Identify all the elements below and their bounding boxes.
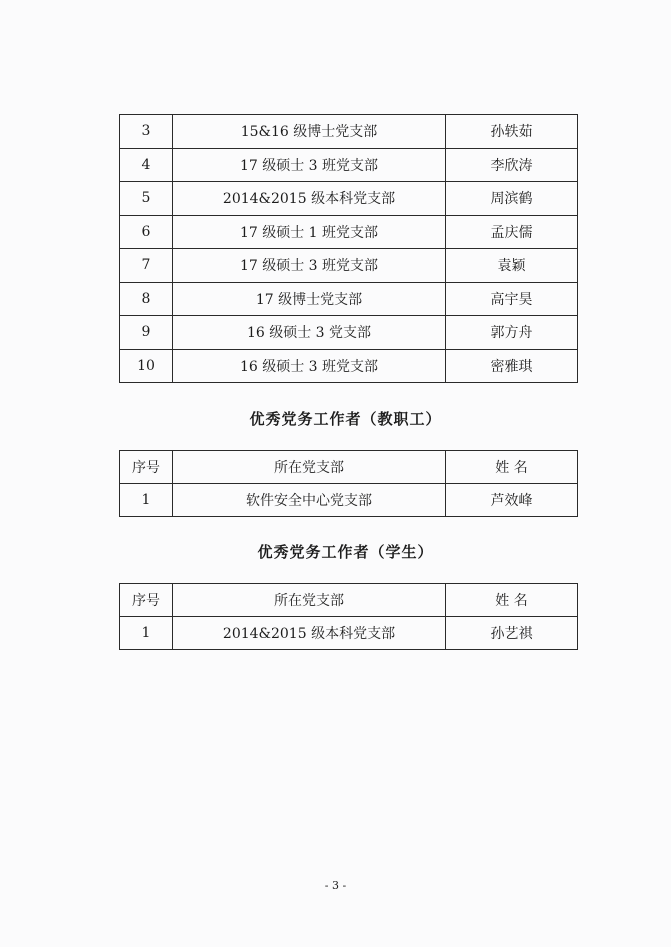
party-branch: 软件安全中心党支部 [173, 484, 446, 517]
table-row [120, 215, 578, 249]
table-row [120, 249, 578, 283]
person-name: 李欣涛 [446, 148, 578, 182]
column-header-branch: 所在党支部 [173, 451, 446, 484]
person-name: 周滨鹤 [446, 182, 578, 216]
table-row [120, 182, 578, 216]
table-header-row [120, 584, 578, 617]
row-number: 10 [120, 349, 173, 383]
row-number: 4 [120, 148, 173, 182]
table-row [120, 115, 578, 149]
column-header-name: 姓 名 [446, 451, 578, 484]
staff-award-table [119, 450, 578, 517]
column-header-number: 序号 [120, 451, 173, 484]
section-heading-student: 优秀党务工作者（学生） [257, 543, 434, 561]
party-branch: 17 级硕士 1 班党支部 [173, 215, 446, 249]
row-number: 7 [120, 249, 173, 283]
column-header-number: 序号 [120, 584, 173, 617]
party-branch: 2014&2015 级本科党支部 [173, 617, 446, 650]
person-name: 孟庆儒 [446, 215, 578, 249]
table-row [120, 316, 578, 350]
column-header-branch: 所在党支部 [173, 584, 446, 617]
person-name: 孙艺祺 [446, 617, 578, 650]
column-header-name: 姓 名 [446, 584, 578, 617]
row-number: 9 [120, 316, 173, 350]
party-branch: 17 级硕士 3 班党支部 [173, 148, 446, 182]
section-heading-staff: 优秀党务工作者（教职工） [249, 410, 442, 428]
row-number: 6 [120, 215, 173, 249]
person-name: 高宇昊 [446, 282, 578, 316]
party-branch: 2014&2015 级本科党支部 [173, 182, 446, 216]
person-name: 孙轶茹 [446, 115, 578, 149]
party-branch: 17 级硕士 3 班党支部 [173, 249, 446, 283]
party-branch: 15&16 级博士党支部 [173, 115, 446, 149]
student-award-table [119, 583, 578, 650]
person-name: 芦效峰 [446, 484, 578, 517]
row-number: 5 [120, 182, 173, 216]
party-branch: 17 级博士党支部 [173, 282, 446, 316]
row-number: 1 [120, 617, 173, 650]
page-number: - 3 - [324, 879, 347, 892]
table-row [120, 484, 578, 517]
person-name: 密雅琪 [446, 349, 578, 383]
table-header-row [120, 451, 578, 484]
party-branch: 16 级硕士 3 班党支部 [173, 349, 446, 383]
row-number: 3 [120, 115, 173, 149]
table-row [120, 282, 578, 316]
table-row [120, 617, 578, 650]
person-name: 郭方舟 [446, 316, 578, 350]
row-number: 1 [120, 484, 173, 517]
party-branch: 16 级硕士 3 党支部 [173, 316, 446, 350]
table-row [120, 349, 578, 383]
award-table-continued [119, 114, 578, 383]
person-name: 袁颖 [446, 249, 578, 283]
table-row [120, 148, 578, 182]
row-number: 8 [120, 282, 173, 316]
